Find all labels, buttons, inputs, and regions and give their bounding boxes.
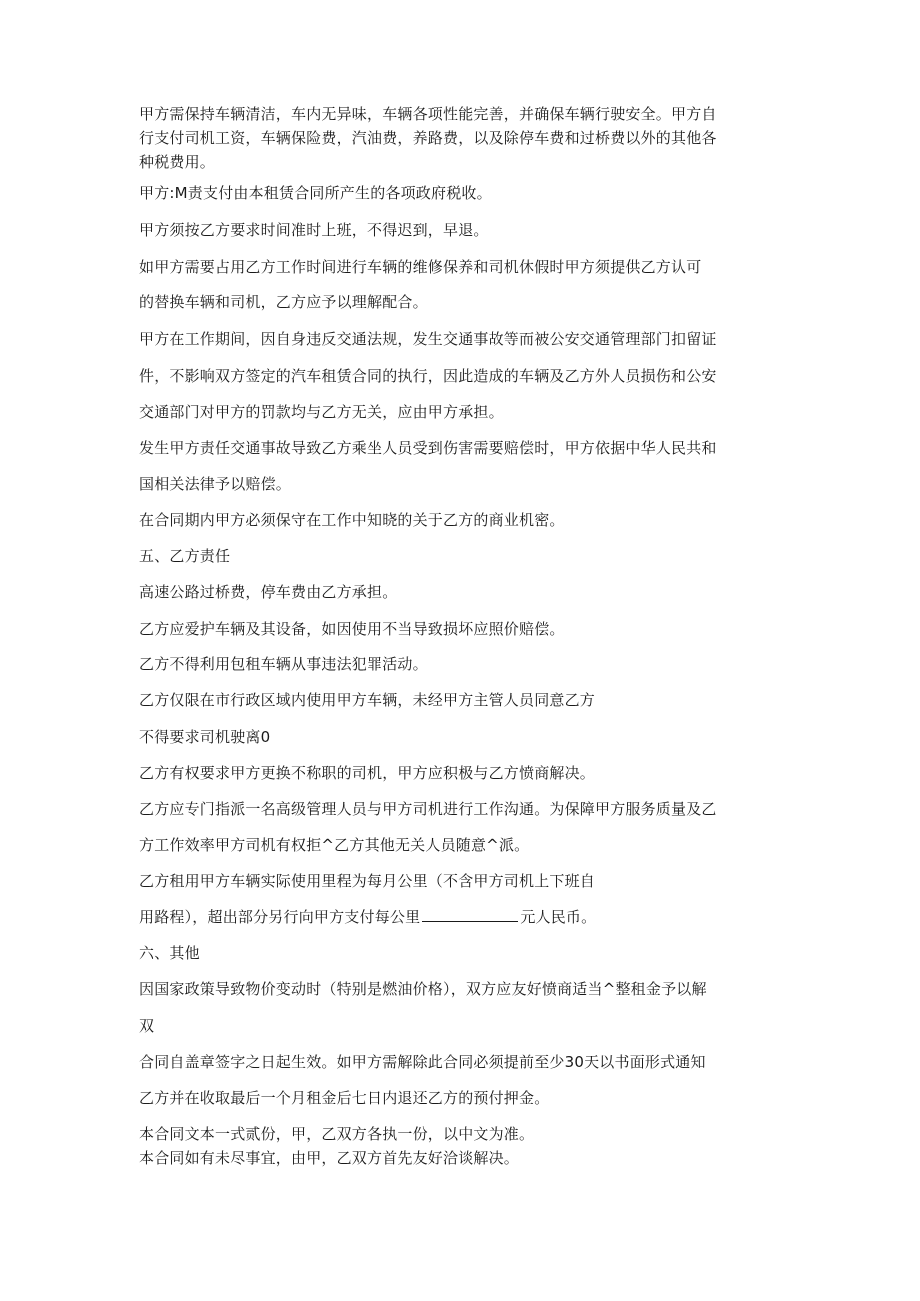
text-segment: 用路程），超出部分另行向甲方支付每公里	[139, 908, 421, 926]
text-line: 的替换车辆和司机，乙方应予以理解配合。	[139, 293, 428, 311]
text-line: 双	[139, 1017, 155, 1035]
text-line: 乙方租用甲方车辆实际使用里程为每月公里（不含甲方司机上下班自	[139, 872, 596, 890]
text-line: 发生甲方责任交通事故导致乙方乘坐人员受到伤害需要赔偿时，甲方依据中华人民共和	[139, 439, 717, 457]
text-line: 如甲方需要占用乙方工作时间进行车辆的维修保养和司机休假时甲方须提供乙方认可	[139, 258, 702, 276]
text-line: 乙方应爱护车辆及其设备，如因使用不当导致损坏应照价赔偿。	[139, 620, 565, 638]
text-line: 行支付司机工资，车辆保险费，汽油费，养路费，以及除停车费和过桥费以外的其他各	[139, 129, 717, 147]
fill-in-blank	[422, 907, 518, 922]
text-line: 乙方有权要求甲方更换不称职的司机，甲方应积极与乙方愤商解决。	[139, 764, 596, 782]
text-line: 乙方仅限在市行政区域内使用甲方车辆，未经甲方主管人员同意乙方	[139, 691, 596, 709]
text-line: 件，不影响双方签定的汽车租赁合同的执行，因此造成的车辆及乙方外人员损伤和公安	[139, 367, 717, 385]
text-line: 合同自盖章签字之日起生效。如甲方需解除此合同必须提前至少30天以书面形式通知	[139, 1053, 706, 1071]
text-line: 交通部门对甲方的罚款均与乙方无关，应由甲方承担。	[139, 403, 504, 421]
text-line: 方工作效率甲方司机有权拒^乙方其他无关人员随意^派。	[139, 836, 530, 854]
text-line-with-blank	[139, 907, 596, 927]
text-line: 乙方应专门指派一名高级管理人员与甲方司机进行工作沟通。为保障甲方服务质量及乙	[139, 800, 717, 818]
text-segment: 元人民币。	[520, 908, 597, 926]
text-line: 国相关法律予以赔偿。	[139, 475, 292, 493]
section-heading: 五、乙方责任	[139, 547, 231, 565]
text-line: 不得要求司机驶离0	[139, 728, 271, 746]
text-line: 乙方并在收取最后一个月租金后七日内退还乙方的预付押金。	[139, 1089, 550, 1107]
text-line: 甲方须按乙方要求时间准时上班，不得迟到，早退。	[139, 221, 489, 239]
text-line: 因国家政策导致物价变动时（特别是燃油价格），双方应友好愤商适当^整租金予以解	[139, 980, 707, 998]
text-line: 甲方在工作期间，因自身违反交通法规，发生交通事故等而被公安交通管理部门扣留证	[139, 330, 717, 348]
text-line: 甲方需保持车辆清洁，车内无异味，车辆各项性能完善，并确保车辆行驶安全。甲方自	[139, 105, 717, 123]
text-line: 高速公路过桥费，停车费由乙方承担。	[139, 583, 398, 601]
text-line: 本合同文本一式贰份，甲，乙双方各执一份，以中文为准。	[139, 1125, 535, 1143]
text-line: 本合同如有未尽事宜，由甲，乙双方首先友好洽谈解决。	[139, 1149, 520, 1167]
section-heading: 六、其他	[139, 944, 200, 962]
text-line: 甲方:M责支付由本租赁合同所产生的各项政府税收。	[139, 184, 492, 202]
text-line: 在合同期内甲方必须保守在工作中知晓的关于乙方的商业机密。	[139, 511, 565, 529]
text-line: 乙方不得利用包租车辆从事违法犯罪活动。	[139, 655, 428, 673]
text-line: 种税费用。	[139, 153, 216, 171]
